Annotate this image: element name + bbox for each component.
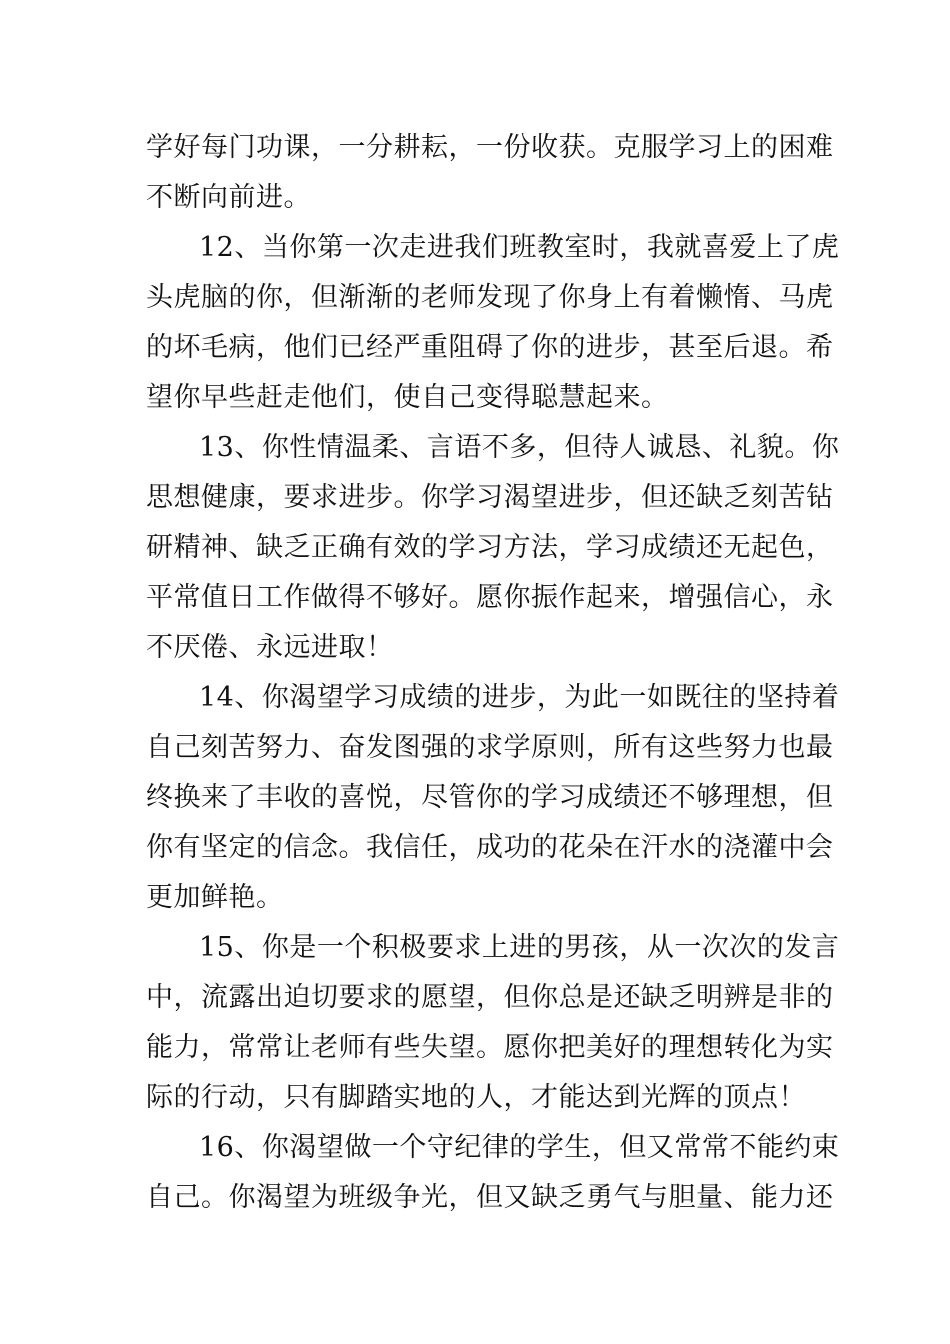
- paragraph-12-first-line: 12、当你第一次走进我们班教室时，我就喜爱上了虎: [199, 232, 840, 263]
- text-line: 自己。你渴望为班级争光，但又缺乏勇气与胆量、能力还: [146, 1182, 834, 1213]
- text-line: 能力，常常让老师有些失望。愿你把美好的理想转化为实: [146, 1032, 834, 1063]
- text-line: 不厌倦、永远进取！: [146, 632, 394, 663]
- paragraph-16-first-line: 16、你渴望做一个守纪律的学生，但又常常不能约束: [199, 1132, 840, 1163]
- paragraph-15-first-line: 15、你是一个积极要求上进的男孩，从一次次的发言: [199, 932, 840, 963]
- text-line: 望你早些赶走他们，使自己变得聪慧起来。: [146, 382, 669, 413]
- text-line: 的坏毛病，他们已经严重阻碍了你的进步，甚至后退。希: [146, 332, 834, 363]
- text-line: 你有坚定的信念。我信任，成功的花朵在汗水的浇灌中会: [146, 832, 834, 863]
- text-line: 自己刻苦努力、奋发图强的求学原则，所有这些努力也最: [146, 732, 834, 763]
- text-line: 思想健康，要求进步。你学习渴望进步，但还缺乏刻苦钻: [146, 482, 834, 513]
- text-line: 研精神、缺乏正确有效的学习方法，学习成绩还无起色，: [146, 532, 834, 563]
- text-line: 更加鲜艳。: [146, 882, 284, 913]
- text-line: 际的行动，只有脚踏实地的人，才能达到光辉的顶点！: [146, 1082, 806, 1113]
- text-line: 终换来了丰收的喜悦，尽管你的学习成绩还不够理想，但: [146, 782, 834, 813]
- paragraph-13-first-line: 13、你性情温柔、言语不多，但待人诚恳、礼貌。你: [199, 432, 840, 463]
- paragraph-14-first-line: 14、你渴望学习成绩的进步，为此一如既往的坚持着: [199, 682, 840, 713]
- text-line: 中，流露出迫切要求的愿望，但你总是还缺乏明辨是非的: [146, 982, 834, 1013]
- text-line: 平常值日工作做得不够好。愿你振作起来，增强信心，永: [146, 582, 834, 613]
- text-line: 不断向前进。: [146, 182, 311, 213]
- text-line: 头虎脑的你，但渐渐的老师发现了你身上有着懒惰、马虎: [146, 282, 834, 313]
- text-line: 学好每门功课，一分耕耘，一份收获。克服学习上的困难: [146, 132, 834, 163]
